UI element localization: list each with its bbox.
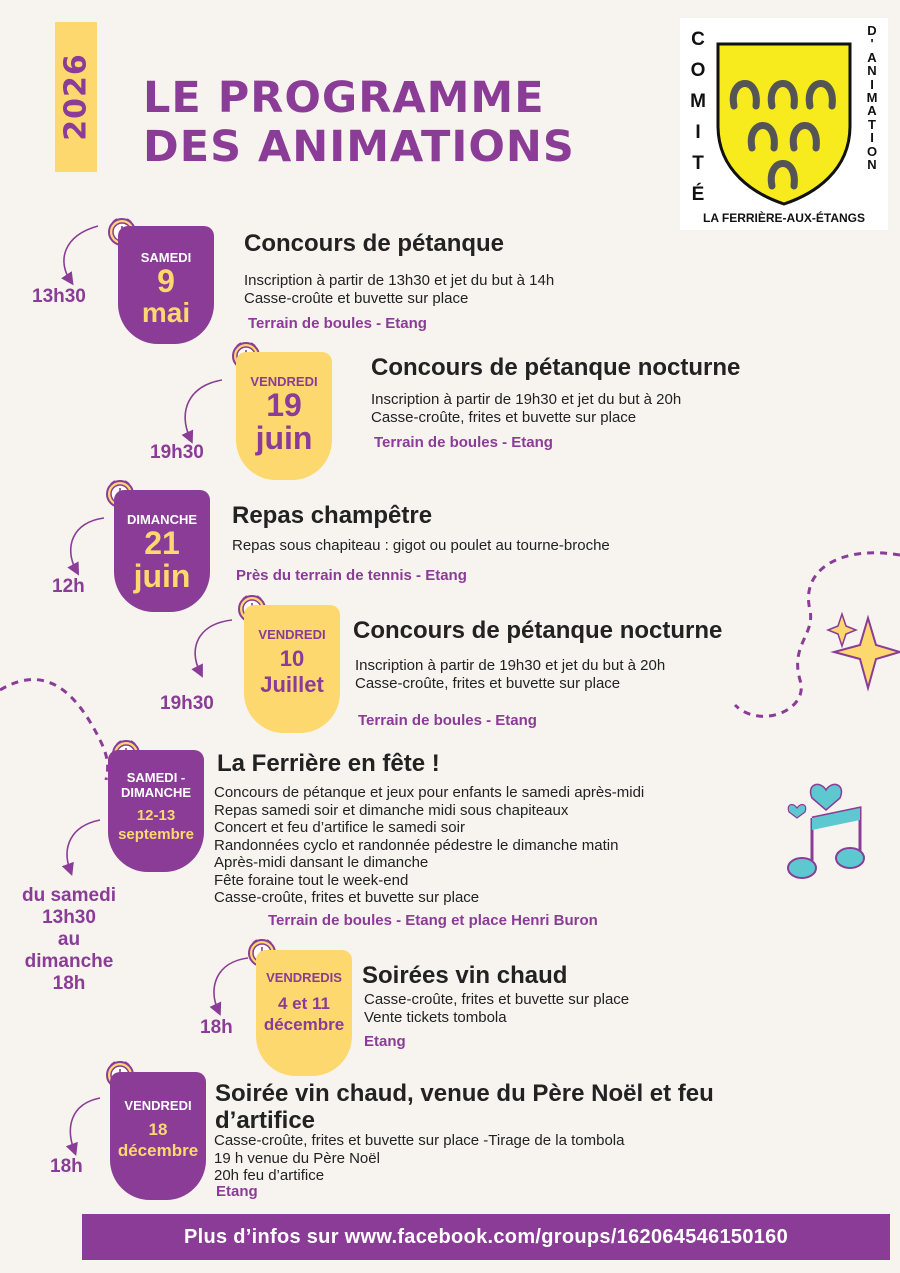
horseshoe-shield-icon — [714, 36, 854, 208]
arrow-icon — [71, 518, 104, 570]
event-location: Etang — [216, 1183, 258, 1200]
event-details: Casse-croûte, frites et buvette sur place Vente tickets tombola — [364, 991, 630, 1026]
event-title: Soirée vin chaud, venue du Père Noël et feu d’artifice — [215, 1080, 714, 1134]
logo-left-letters: C O M I T É — [690, 29, 706, 205]
event-time: 12h — [52, 576, 85, 597]
event-time: 19h30 — [150, 442, 204, 463]
comite-logo — [680, 18, 888, 230]
event-title: La Ferrière en fête ! — [217, 750, 440, 777]
event-title: Soirées vin chaud — [362, 962, 568, 989]
event-details: Inscription à partir de 13h30 et jet du but à 14h Casse-croûte et buvette sur place — [244, 272, 555, 307]
date-badge: VENDREDI 18 décembre — [110, 1072, 206, 1200]
event-title: Repas champêtre — [232, 502, 433, 529]
footer-banner[interactable]: Plus d’infos sur www.facebook.com/groups/162064546150160 — [82, 1214, 890, 1260]
dashed-curve — [0, 680, 108, 780]
date-badge: VENDREDIS 4 et 11 décembre — [256, 950, 352, 1076]
title-line: DES ANIMATIONS — [143, 122, 575, 172]
event-details: Inscription à partir de 19h30 et jet du but à 20h Casse-croûte, frites et buvette sur place — [355, 657, 666, 692]
event-details: Repas sous chapiteau : gigot ou poulet au tourne-broche — [232, 537, 610, 554]
event-title: Concours de pétanque nocturne — [353, 617, 723, 644]
arrow-icon — [64, 226, 98, 280]
event-location: Terrain de boules - Etang et place Henri Buron — [268, 912, 598, 929]
event-title: Concours de pétanque — [244, 230, 505, 257]
dashed-curve — [735, 553, 900, 717]
sparkle-icon — [828, 614, 856, 646]
event-location: Terrain de boules - Etang — [248, 315, 427, 332]
year-label: 2026 — [58, 53, 94, 141]
arrow-icon — [70, 1098, 100, 1150]
event-details: Casse-croûte, frites et buvette sur place -Tirage de la tombola 19 h venue du Père Noël 20h feu d’artifice — [214, 1132, 625, 1184]
event-location: Près du terrain de tennis - Etang — [236, 567, 467, 584]
event-title: Concours de pétanque nocturne — [371, 354, 741, 381]
date-badge: VENDREDI 10 Juillet — [244, 605, 340, 733]
arrow-icon — [195, 620, 232, 672]
event-location: Terrain de boules - Etang — [374, 434, 553, 451]
music-note-icon — [788, 784, 864, 878]
date-badge: SAMEDI - DIMANCHE 12-13 septembre — [108, 750, 204, 872]
date-badge: VENDREDI 19 juin — [236, 352, 332, 480]
page-title — [143, 74, 575, 172]
arrow-icon — [185, 380, 222, 438]
date-badge: SAMEDI 9 mai — [118, 226, 214, 344]
event-details: Inscription à partir de 19h30 et jet du but à 20h Casse-croûte, frites et buvette sur place — [371, 391, 682, 426]
event-time: 18h — [50, 1156, 83, 1177]
arrow-icon — [214, 958, 248, 1010]
title-line: LE PROGRAMME — [143, 73, 545, 123]
event-location: Etang — [364, 1033, 406, 1050]
logo-right-letters: D ' A N I M A T I O N — [866, 23, 878, 173]
event-time: 18h — [200, 1017, 233, 1038]
event-details: Concours de pétanque et jeux pour enfants le samedi après-midi Repas samedi soir et dimanche midi sous chapiteaux Concert et feu d’artifice le samedi soir Randonnées cyclo et randonnée pédestre le dimanche matin Après-midi dansant le dimanche Fête foraine tout le week-end Casse-croûte, frites et buvette sur place — [214, 784, 645, 906]
event-time: 19h30 — [160, 693, 214, 714]
event-time: 13h30 — [32, 286, 86, 307]
event-location: Terrain de boules - Etang — [358, 712, 537, 729]
event-time: du samedi 13h30 au dimanche 18h — [22, 885, 116, 994]
arrow-icon — [67, 820, 100, 870]
logo-caption: LA FERRIÈRE-AUX-ÉTANGS — [703, 211, 865, 225]
date-badge: DIMANCHE 21 juin — [114, 490, 210, 612]
